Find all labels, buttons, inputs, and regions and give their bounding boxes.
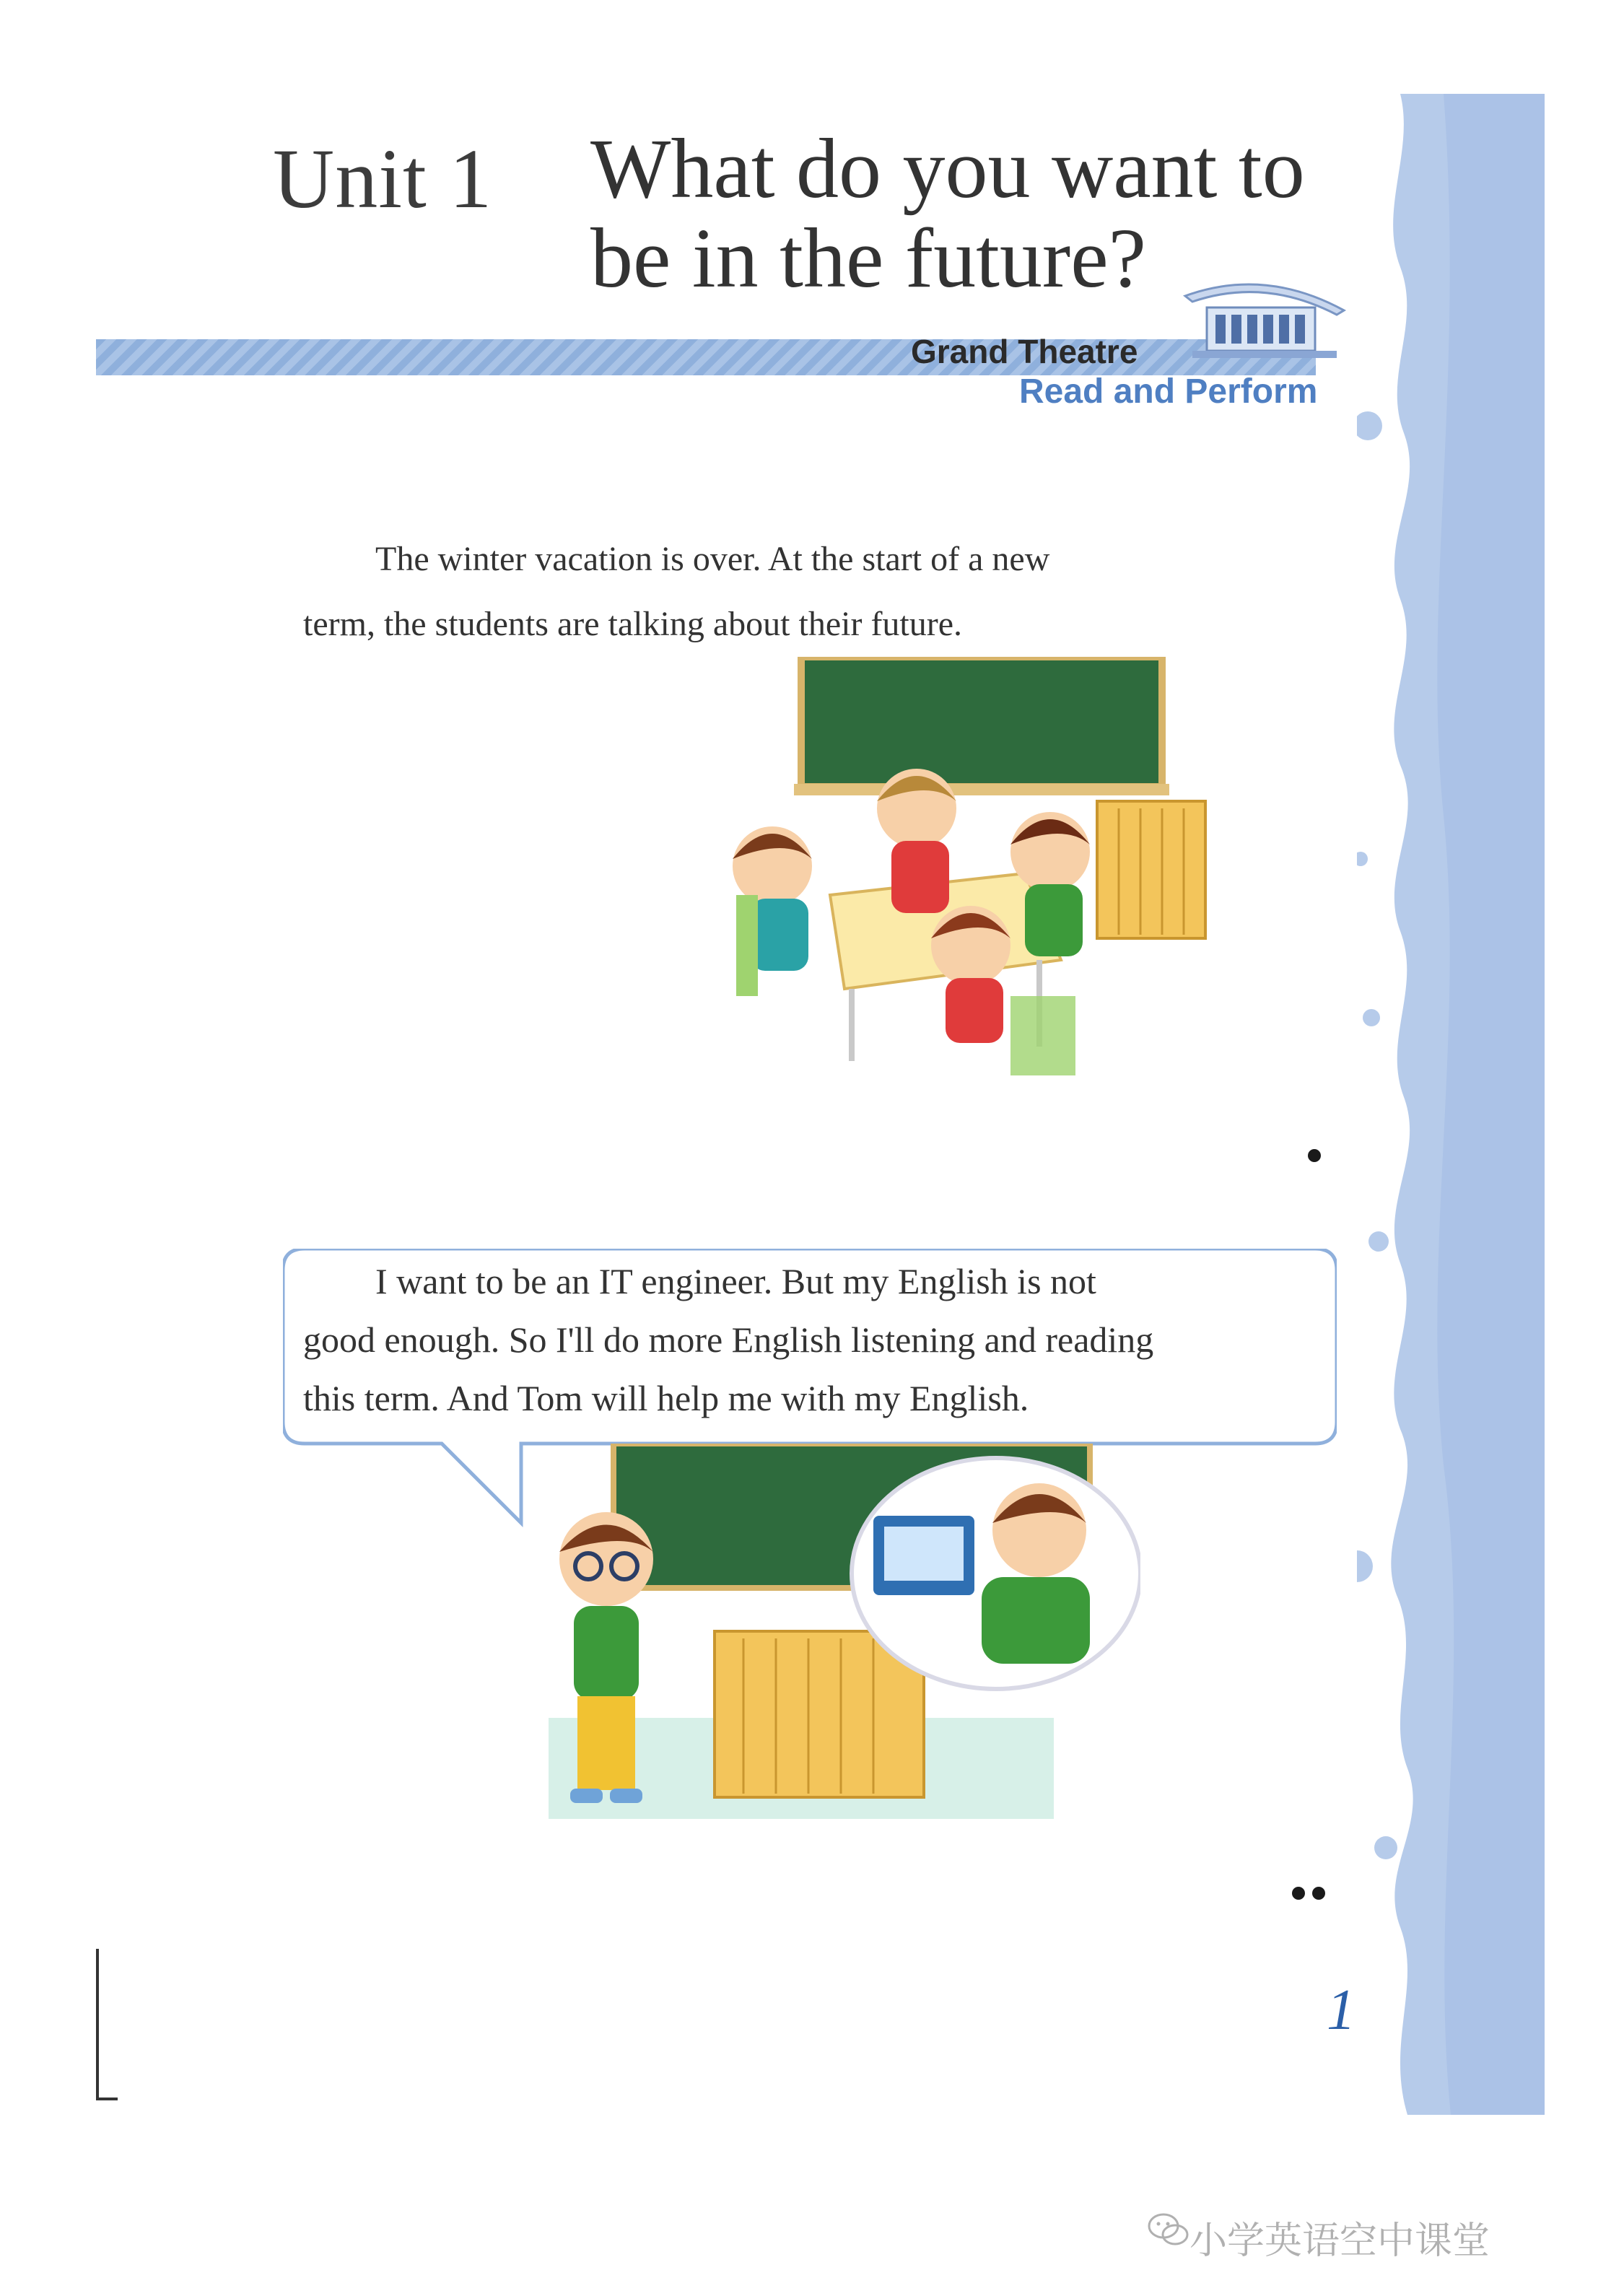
wechat-icon: [1148, 2209, 1189, 2251]
intro-line-2: term, the students are talking about their future.: [303, 605, 963, 643]
intro-line-1: The winter vacation is over. At the start of a new: [375, 540, 1050, 578]
unit-title-line-1: What do you want to: [590, 121, 1305, 216]
watermark: 小学英语空中课堂: [1189, 2219, 1490, 2263]
bullet-dot: [1312, 1887, 1325, 1900]
speech-line-1: I want to be an IT engineer. But my English is not: [375, 1261, 1096, 1301]
classroom-illustration: [722, 657, 1241, 1104]
banner-label: Grand Theatre: [911, 333, 1138, 370]
speech-line-2: good enough. So I'll do more English listening and reading: [303, 1319, 1154, 1360]
engineer-illustration: [534, 1444, 1140, 1833]
bullet-dot: [1308, 1149, 1321, 1162]
side-decoration: [1357, 94, 1545, 2115]
unit-title-line-2: be in the future?: [590, 211, 1146, 305]
speech-line-3: this term. And Tom will help me with my English.: [303, 1378, 1029, 1418]
unit-label: Unit 1: [273, 131, 493, 226]
building-icon: [1178, 267, 1351, 361]
bullet-dot: [1292, 1887, 1305, 1900]
crop-mark: [96, 1949, 99, 2100]
intro-paragraph: [303, 527, 1299, 657]
crop-mark: [96, 2098, 118, 2100]
page-number: 1: [1327, 1978, 1355, 2042]
speech-text: [303, 1252, 1328, 1428]
section-label: Read and Perform: [1019, 372, 1318, 411]
